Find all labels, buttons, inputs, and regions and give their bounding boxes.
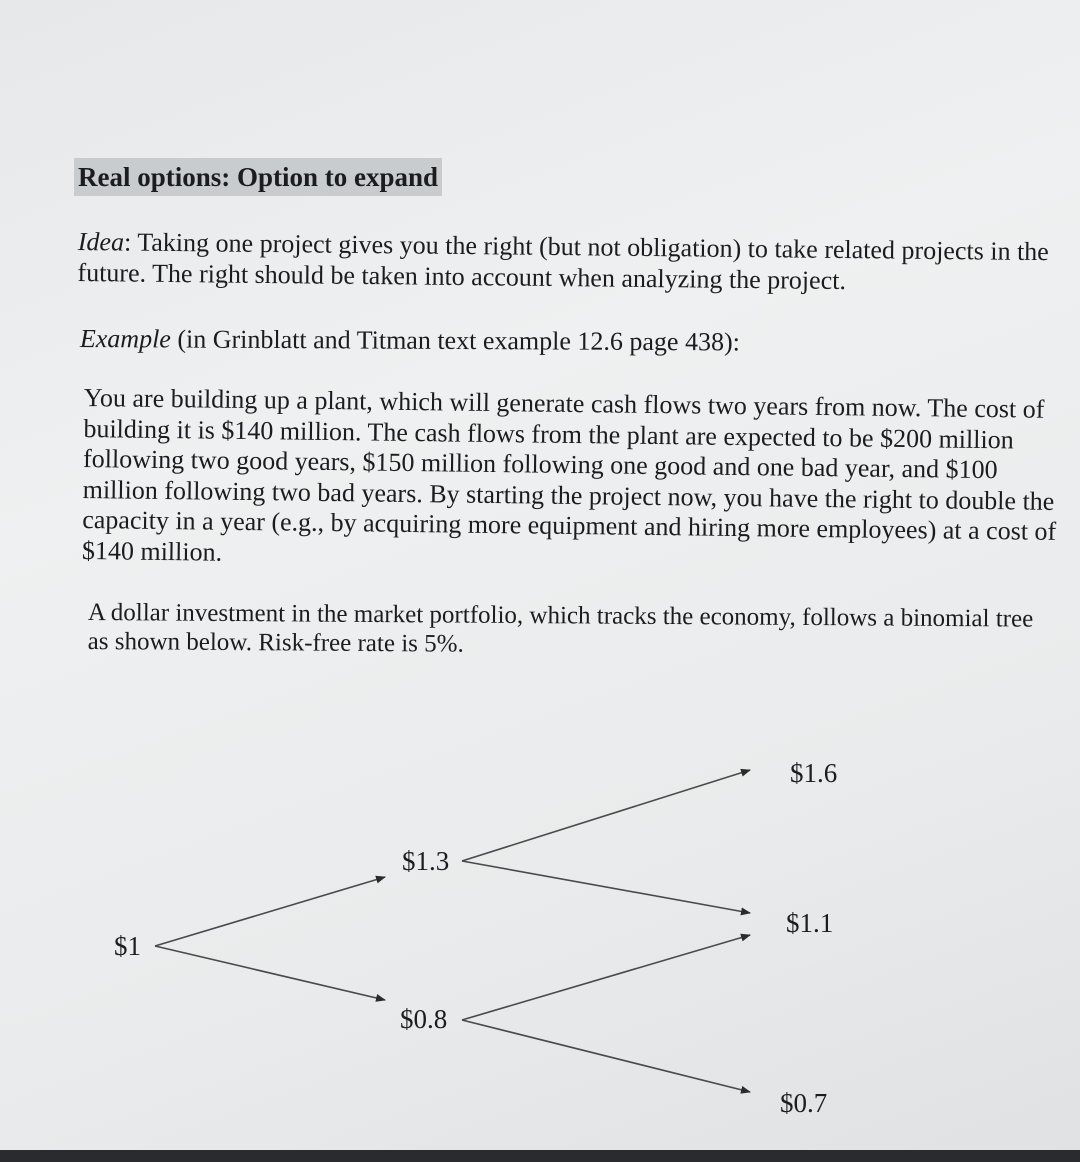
idea-text: : Taking one project gives you the right (but not obligation) to take related projects in the future. The right should be taken into account when analyzing the project. (77, 227, 1049, 296)
example-text: (in Grinblatt and Titman text example 12.6 page 438): (170, 324, 740, 357)
idea-label: Idea (77, 226, 125, 257)
node-middle: $1.1 (786, 908, 834, 938)
branch-up-to-middle (462, 861, 750, 913)
node-root: $1 (114, 931, 141, 961)
node-down-down: $0.7 (780, 1088, 828, 1118)
node-down: $0.8 (400, 1004, 448, 1034)
branch-root-to-down (155, 946, 385, 1000)
section-heading: Real options: Option to expand (74, 158, 442, 196)
example-label: Example (79, 324, 171, 354)
node-up: $1.3 (402, 846, 450, 876)
monitor-bezel (0, 1150, 1080, 1162)
branch-down-to-middle (462, 935, 750, 1020)
branch-up-to-upup (462, 770, 750, 861)
scenario-paragraph: You are building up a plant, which will generate cash flows two years from now. The cost of building it is $140 million. The cash flows from the plant are expected to be $200 million following two good years, $150 million following one good and one bad year, and $100 million following two bad years. By starting the project now, you have the right to double the capacity in a year (e.g., by acquiring more equipment and hiring more employees) at a cost of $140 million. (81, 383, 1057, 567)
market-paragraph: A dollar investment in the market portfolio, which tracks the economy, follows a binomial tree as shown below. Risk-free rate is 5%. (87, 599, 1034, 658)
node-up-up: $1.6 (790, 758, 838, 788)
branch-down-to-downdown (462, 1020, 750, 1092)
branch-root-to-up (155, 877, 385, 946)
